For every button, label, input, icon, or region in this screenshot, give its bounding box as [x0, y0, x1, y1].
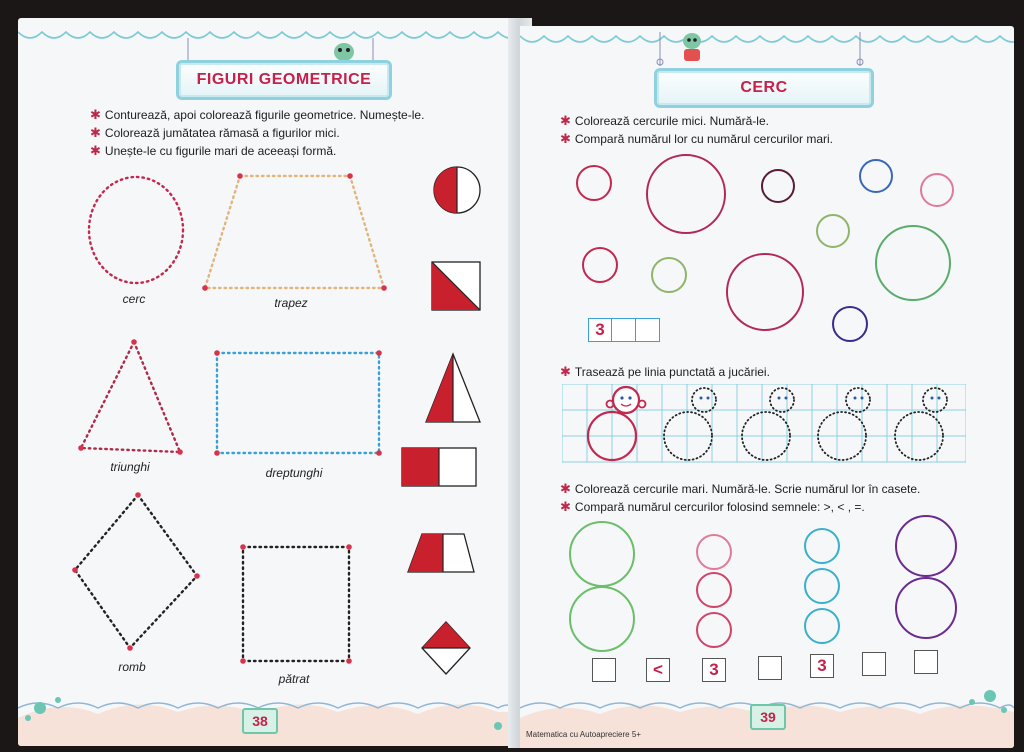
dotted-triangle-shape [81, 342, 180, 452]
circle-shape [805, 569, 839, 603]
circle-shape [805, 529, 839, 563]
circle-shape [570, 522, 634, 586]
half-trapezoid-small-shape [408, 534, 474, 572]
circle-shape [805, 609, 839, 643]
circle-shape [833, 307, 867, 341]
dotted-circle-shape [89, 177, 183, 283]
star-bullet-icon: ✱ [560, 499, 571, 514]
half-triangle-small-shape [426, 354, 480, 422]
circle-shape [583, 248, 617, 282]
compare-box[interactable]: 3 [810, 654, 834, 678]
circle-shape [817, 215, 849, 247]
dotted-rhombus-shape [75, 495, 197, 648]
page-number-38: 38 [242, 708, 278, 734]
star-bullet-icon: ✱ [90, 125, 101, 140]
label-triunghi: triunghi [110, 460, 150, 474]
circle-shape [697, 535, 731, 569]
star-bullet-icon: ✱ [560, 113, 571, 128]
page-number-39: 39 [750, 704, 786, 730]
label-trapez: trapez [274, 296, 308, 310]
circle-shape [896, 516, 956, 576]
label-cerc: cerc [122, 292, 146, 306]
instruction-item: ✱ Colorează cercurile mici. Numără-le. [560, 113, 769, 128]
instruction-item: ✱ Compară numărul cercurilor folosind semnele: >, < , =. [560, 499, 865, 514]
dotted-rectangle-shape [217, 353, 379, 453]
circle-shape [876, 226, 950, 300]
count-box[interactable] [636, 318, 660, 342]
label-patrat: pătrat [278, 672, 310, 686]
book-footer-text: Matematica cu Autoapreciere 5+ [526, 730, 641, 739]
half-rectangle-small-shape [402, 448, 476, 486]
half-square-small-shape [432, 262, 480, 310]
star-bullet-icon: ✱ [90, 143, 101, 158]
circle-shape [860, 160, 892, 192]
compare-box[interactable]: 3 [702, 658, 726, 682]
page-title: CERC [740, 79, 788, 96]
right-page [520, 26, 1014, 748]
circle-shape [577, 166, 611, 200]
star-bullet-icon: ✱ [90, 107, 101, 122]
circle-shape [762, 170, 794, 202]
label-romb: romb [118, 660, 146, 674]
circle-shape [921, 174, 953, 206]
circle-shape [697, 573, 731, 607]
star-bullet-icon: ✱ [560, 131, 571, 146]
instruction-item: ✱ Colorează cercurile mari. Numără-le. Scrie numărul lor în casete. [560, 481, 921, 496]
circle-shape [652, 258, 686, 292]
instruction-trace: ✱ Trasează pe linia punctată a jucăriei. [560, 364, 770, 379]
count-box[interactable]: 3 [588, 318, 612, 342]
dotted-trapezoid-shape [205, 176, 384, 288]
instruction-item: ✱ Conturează, apoi colorează figurile geometrice. Numește-le. [90, 107, 425, 122]
star-bullet-icon: ✱ [560, 364, 571, 379]
circle-shape [896, 578, 956, 638]
compare-box[interactable]: < [646, 658, 670, 682]
count-box[interactable] [612, 318, 636, 342]
left-page [18, 18, 518, 746]
page-title: FIGURI GEOMETRICE [196, 71, 372, 88]
circle-shape [697, 613, 731, 647]
half-circle-small-shape [434, 167, 480, 213]
compare-circles [520, 506, 1014, 656]
toy-dotted-icon [664, 388, 947, 460]
instruction-item: ✱ Unește-le cu figurile mari de aceeași formă. [90, 143, 337, 158]
instruction-item: ✱ Colorează jumătatea rămasă a figurilor mici. [90, 125, 340, 140]
small-shapes-column [398, 158, 508, 688]
label-dreptunghi: dreptunghi [265, 466, 323, 480]
tracing-grid [562, 384, 966, 464]
compare-box[interactable] [862, 652, 886, 676]
circle-shape [727, 254, 803, 330]
circle-shape [647, 155, 725, 233]
compare-box[interactable] [914, 650, 938, 674]
count-boxes [588, 318, 660, 342]
half-rhombus-small-shape [422, 622, 470, 674]
star-bullet-icon: ✱ [560, 481, 571, 496]
dotted-square-shape [243, 547, 349, 661]
instruction-item: ✱ Compară numărul lor cu numărul cercurilor mari. [560, 131, 833, 146]
circle-shape [570, 587, 634, 651]
